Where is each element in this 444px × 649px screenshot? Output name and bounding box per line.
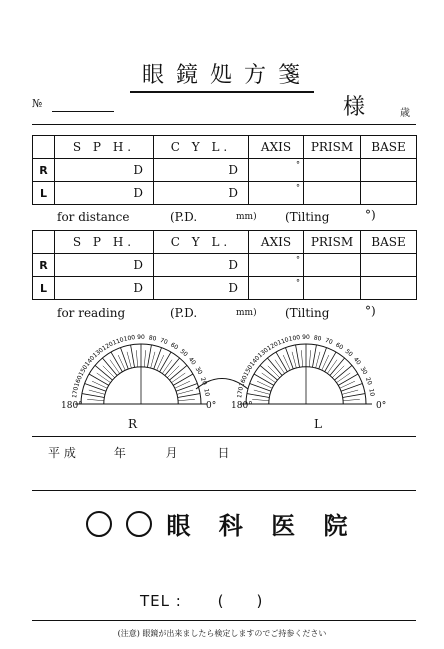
blank-circle-icon <box>86 511 112 537</box>
page-title: 眼鏡処方箋 <box>0 58 444 93</box>
sph-header: S P H. <box>55 136 154 159</box>
day-label: 日 <box>217 446 230 460</box>
protractor-tick <box>332 366 344 378</box>
protractor-tick <box>178 394 200 398</box>
protractor-right-eye <box>71 334 211 404</box>
sph-header: S P H. <box>55 231 154 254</box>
protractor-scale-label: 30 <box>358 365 369 376</box>
prism-header: PRISM <box>304 136 361 159</box>
pd-label: (P.D. <box>170 306 198 320</box>
protractor-scale-label: 90 <box>302 334 310 341</box>
protractor-tick <box>336 373 350 383</box>
axis-header: AXIS <box>249 136 304 159</box>
protractor-tick <box>110 360 120 374</box>
protractor-tick <box>151 352 155 368</box>
protractor-scale-label: 60 <box>169 341 180 352</box>
degree-mark: ° <box>296 278 300 287</box>
protractor-right-label: R <box>128 417 138 431</box>
mm-label: mm) <box>236 308 257 318</box>
protractor-scale-label: 70 <box>323 336 334 347</box>
era-label: 平 成 <box>48 446 76 460</box>
date-row <box>48 444 230 461</box>
protractor-tick <box>254 390 270 394</box>
protractor-left-0-label: 0° <box>376 401 387 411</box>
protractor-scale-label: 100 <box>288 334 301 343</box>
protractor-scale-label: 130 <box>256 346 270 360</box>
protractor-tick <box>316 352 320 368</box>
tilting-close: °) <box>365 304 376 318</box>
protractor-tick <box>343 394 365 398</box>
protractor-tick <box>342 390 358 394</box>
sph-field[interactable]: D <box>55 159 154 182</box>
protractor-scale-label: 160 <box>238 374 249 388</box>
sph-field[interactable]: D <box>55 277 154 300</box>
notice-text: (注意) 眼鏡が出来ましたら検定しますのでご持参ください <box>117 629 327 638</box>
protractor-scale-label: 120 <box>101 340 115 353</box>
tel-label: TEL : <box>140 592 182 610</box>
protractor-tick <box>327 360 337 374</box>
protractor-tick <box>82 394 104 398</box>
protractor-tick <box>319 348 327 369</box>
protractor-tick <box>131 345 135 367</box>
protractor-left-180-label: 180° <box>231 401 253 411</box>
protractor-tick <box>127 352 131 368</box>
protractor-left-eye <box>236 334 376 404</box>
month-label: 月 <box>165 446 178 460</box>
eye-label-left: L <box>33 182 55 205</box>
tilting-label: (Tilting <box>285 210 330 224</box>
protractor-scale-label: 170 <box>71 386 80 399</box>
protractor-tick <box>120 348 128 369</box>
protractor-tick <box>250 383 271 391</box>
protractor-tick <box>296 345 300 367</box>
pd-label: (P.D. <box>170 210 198 224</box>
protractor-tick <box>343 399 360 400</box>
protractor-scale-label: 100 <box>123 334 136 343</box>
protractor-tick <box>176 383 197 391</box>
protractor-tick <box>167 366 179 378</box>
protractor-scale-label: 130 <box>91 346 105 360</box>
protractor-tick <box>247 394 269 398</box>
protractor-scale-label: 10 <box>202 388 211 397</box>
protractor-tick <box>268 366 280 378</box>
prism-header: PRISM <box>304 231 361 254</box>
protractor-scale-label: 40 <box>186 356 198 367</box>
protractor-scale-label: 10 <box>367 388 376 397</box>
cyl-header: C Y L. <box>154 231 249 254</box>
divider <box>32 436 416 437</box>
divider <box>32 490 416 491</box>
protractor-scale-label: 120 <box>266 340 280 353</box>
protractor-scale-label: 30 <box>193 365 204 376</box>
protractor-tick <box>147 345 151 367</box>
protractor-tick <box>89 374 109 385</box>
protractor-scale-label: 90 <box>137 334 145 341</box>
divider <box>32 620 416 621</box>
age-label: 歳 <box>400 108 410 119</box>
protractor-tick <box>171 373 185 383</box>
protractor-tick <box>312 345 316 367</box>
honorific-label: 様 <box>343 95 366 120</box>
protractor-tick <box>262 373 276 383</box>
protractor-tick <box>292 352 296 368</box>
cyl-field[interactable]: D <box>154 277 249 300</box>
protractor-scale-label: 40 <box>351 356 363 367</box>
cyl-field[interactable]: D <box>154 182 249 205</box>
protractor-tick <box>325 352 336 372</box>
base-header: BASE <box>361 231 417 254</box>
protractor-scale-label: 150 <box>242 364 255 378</box>
degree-mark: ° <box>296 255 300 264</box>
cyl-field[interactable]: D <box>154 254 249 277</box>
protractor-right-180-label: 180° <box>61 401 83 411</box>
protractor-tick <box>154 348 162 369</box>
protractor-tick <box>275 360 285 374</box>
protractor-scale-label: 150 <box>77 364 90 378</box>
protractor-tick <box>103 366 115 378</box>
protractor-scale-label: 60 <box>334 341 345 352</box>
protractor-tick <box>85 383 106 391</box>
protractor-tick <box>111 352 122 372</box>
protractor-tick <box>97 373 111 383</box>
protractor-scale-label: 80 <box>313 334 322 343</box>
protractor-tick <box>301 350 302 367</box>
tel-area-code: ( ) <box>217 592 264 610</box>
protractor-scale-label: 70 <box>158 336 169 347</box>
tel-row <box>140 590 263 611</box>
protractor-tick <box>309 350 310 367</box>
protractor-tick <box>252 399 269 400</box>
protractor-scale-label: 50 <box>343 347 354 359</box>
protractor-left-label: L <box>314 417 322 431</box>
protractor-scale-label: 50 <box>178 347 189 359</box>
protractor-scale-label: 170 <box>236 386 245 399</box>
degree-mark: ° <box>296 183 300 192</box>
protractor-tick <box>338 374 358 385</box>
number-label: № <box>32 97 43 110</box>
protractor-tick <box>89 390 105 394</box>
base-header: BASE <box>361 136 417 159</box>
protractor-scale-label: 160 <box>73 374 84 388</box>
reading-label: for reading <box>57 306 126 320</box>
distance-label: for distance <box>57 210 130 224</box>
protractor-tick <box>177 390 193 394</box>
protractor-tick <box>160 352 171 372</box>
protractor-tick <box>136 350 137 367</box>
protractor-tick <box>276 352 287 372</box>
degree-mark: ° <box>296 160 300 169</box>
protractor-scale-label: 110 <box>276 336 290 347</box>
protractor-right-0-label: 0° <box>206 401 217 411</box>
tilting-label: (Tilting <box>285 306 330 320</box>
protractor-tick <box>144 350 145 367</box>
eye-label-left: L <box>33 277 55 300</box>
cyl-header: C Y L. <box>154 136 249 159</box>
protractor-tick <box>254 374 274 385</box>
protractor-tick <box>162 360 172 374</box>
protractor-tick <box>285 348 293 369</box>
mm-label: mm) <box>236 212 257 222</box>
protractor-scale-label: 20 <box>198 376 209 387</box>
protractor-tick <box>87 399 104 400</box>
protractor-tick <box>178 399 195 400</box>
protractor-tick <box>173 374 193 385</box>
sph-field[interactable]: D <box>55 254 154 277</box>
sph-field[interactable]: D <box>55 182 154 205</box>
protractor-scale-label: 140 <box>83 354 97 368</box>
protractor-scale-label: 110 <box>111 336 125 347</box>
clinic-name: 眼 科 医 院 <box>0 506 444 541</box>
eye-label-right: R <box>33 159 55 182</box>
protractor-scale-label: 140 <box>248 354 262 368</box>
year-label: 年 <box>113 446 126 460</box>
tilting-close: °) <box>365 208 376 222</box>
protractor-scale-label: 80 <box>148 334 157 343</box>
blank-circle-icon <box>126 511 152 537</box>
axis-header: AXIS <box>249 231 304 254</box>
protractor-scale-label: 20 <box>363 376 374 387</box>
eye-label-right: R <box>33 254 55 277</box>
protractor-tick <box>341 383 362 391</box>
cyl-field[interactable]: D <box>154 159 249 182</box>
